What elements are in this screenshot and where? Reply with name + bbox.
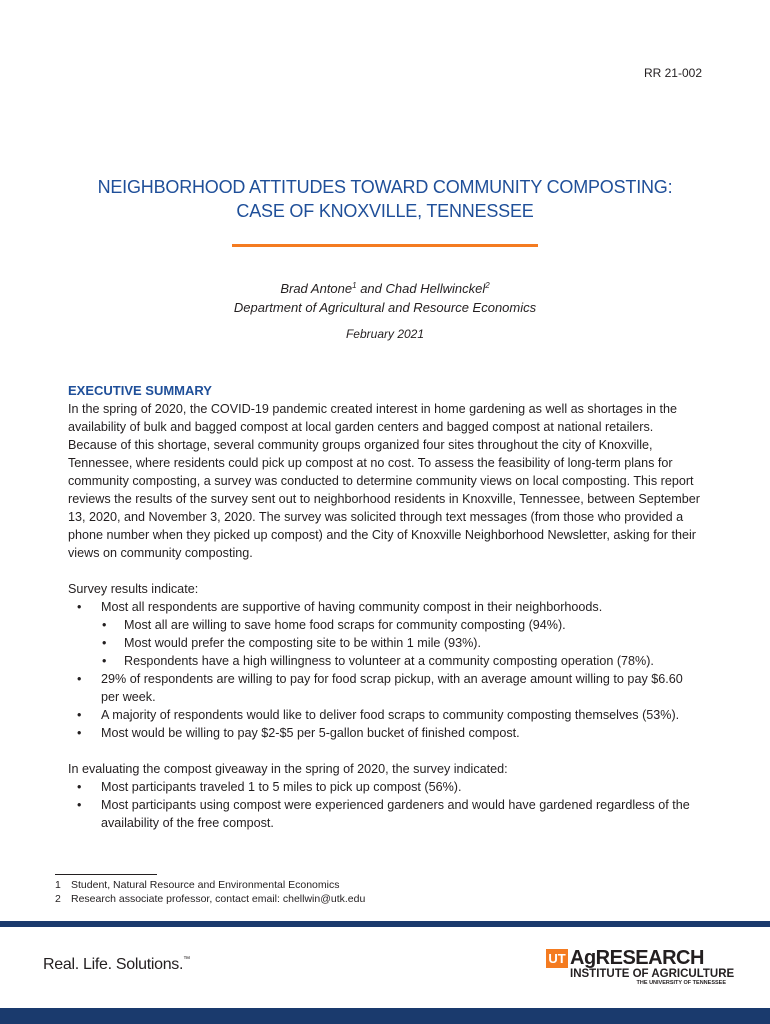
footnotes xyxy=(55,878,366,906)
footnote-text: Student, Natural Resource and Environmental Economics xyxy=(71,879,340,891)
footnote-number: 1 xyxy=(55,879,61,891)
giveaway-list xyxy=(68,778,704,832)
list-item: • A majority of respondents would like to deliver food scraps to community composting themselves (53%). xyxy=(68,706,704,724)
title-line-1: NEIGHBORHOOD ATTITUDES TOWARD COMMUNITY COMPOSTING: xyxy=(97,177,673,197)
author-line xyxy=(0,276,770,298)
giveaway-intro: In evaluating the compost giveaway in the spring of 2020, the survey indicated: xyxy=(68,762,508,776)
footer-tagline xyxy=(43,956,190,974)
list-item: • Most participants traveled 1 to 5 miles to pick up compost (56%). xyxy=(68,778,704,796)
executive-summary-paragraph: In the spring of 2020, the COVID-19 pandemic created interest in home gardening as well as shortages in the availability of bulk and bagged compost at local garden centers and bagged compost at national retailers. Because of this shortage, several community groups organized four sites throughout the city of Knoxville, Tennessee, where residents could pick up compost at no cost. To assess the feasibility of long-term plans for community composting, a survey was conducted to determine community views on local composting. This report reviews the results of the survey sent out to neighborhood residents in Knoxville, Tennessee, between September 13, 2020, and November 3, 2020. The survey was solicited through text messages (from those who provided a phone number when they picked up compost) and the City of Knoxville Neighborhood Newsletter, asking for their views on community composting. xyxy=(68,402,700,560)
trademark-mark: ™ xyxy=(183,956,190,963)
list-item: • Most all are willing to save home food scraps for community composting (94%). xyxy=(68,616,704,634)
author-conjunction: and xyxy=(356,281,386,296)
title-divider xyxy=(232,244,538,247)
title-line-2: CASE OF KNOXVILLE, TENNESSEE xyxy=(236,201,534,221)
list-item: • Most would be willing to pay $2-$5 per 5-gallon bucket of finished compost. xyxy=(68,724,704,742)
footer-band xyxy=(0,921,770,927)
report-id: RR 21-002 xyxy=(643,66,702,80)
utia-logo[interactable] xyxy=(546,947,735,989)
list-item: • Most all respondents are supportive of having community compost in their neighborhoods. xyxy=(68,598,704,616)
department: Department of Agricultural and Resource Economics xyxy=(233,300,537,315)
footnote-divider xyxy=(55,874,157,875)
list-item: • Most participants using compost were experienced gardeners and would have gardened regardless of the availability of the free compost. xyxy=(68,796,704,832)
author-name-2: Chad Hellwinckel xyxy=(385,281,486,296)
logo-university: THE UNIVERSITY OF TENNESSEE xyxy=(636,980,726,986)
logo-wordmark: AgRESEARCH xyxy=(570,947,704,969)
list-item: • 29% of respondents are willing to pay for food scrap pickup, with an average amount willing to pay $6.60 per week. xyxy=(68,670,704,706)
author-block xyxy=(0,276,770,317)
logo-subtitle: INSTITUTE OF AGRICULTURE xyxy=(570,968,735,980)
footnote-number: 2 xyxy=(55,893,61,905)
footnote-text: Research associate professor, contact email: chellwin@utk.edu xyxy=(71,893,366,905)
list-item: • Respondents have a high willingness to volunteer at a community composting operation (78%). xyxy=(68,652,704,670)
footnote-1 xyxy=(55,878,365,892)
publication-date: February 2021 xyxy=(345,327,425,341)
list-item: • Most would prefer the composting site to be within 1 mile (93%). xyxy=(68,634,704,652)
footnote-mark-2[interactable]: 2 xyxy=(485,281,490,290)
section-heading-executive-summary: EXECUTIVE SUMMARY xyxy=(68,383,212,398)
survey-results-list xyxy=(68,598,704,742)
footnote-2 xyxy=(55,892,365,906)
bottom-band xyxy=(0,1008,770,1024)
document-title xyxy=(40,175,730,223)
tagline-text: Real. Life. Solutions. xyxy=(43,956,184,973)
ut-mark-icon: UT xyxy=(546,949,568,968)
main-content xyxy=(68,382,704,832)
survey-results-intro: Survey results indicate: xyxy=(68,582,199,596)
author-name-1: Brad Antone xyxy=(280,281,353,296)
footnote-mark-1[interactable]: 1 xyxy=(352,281,357,290)
